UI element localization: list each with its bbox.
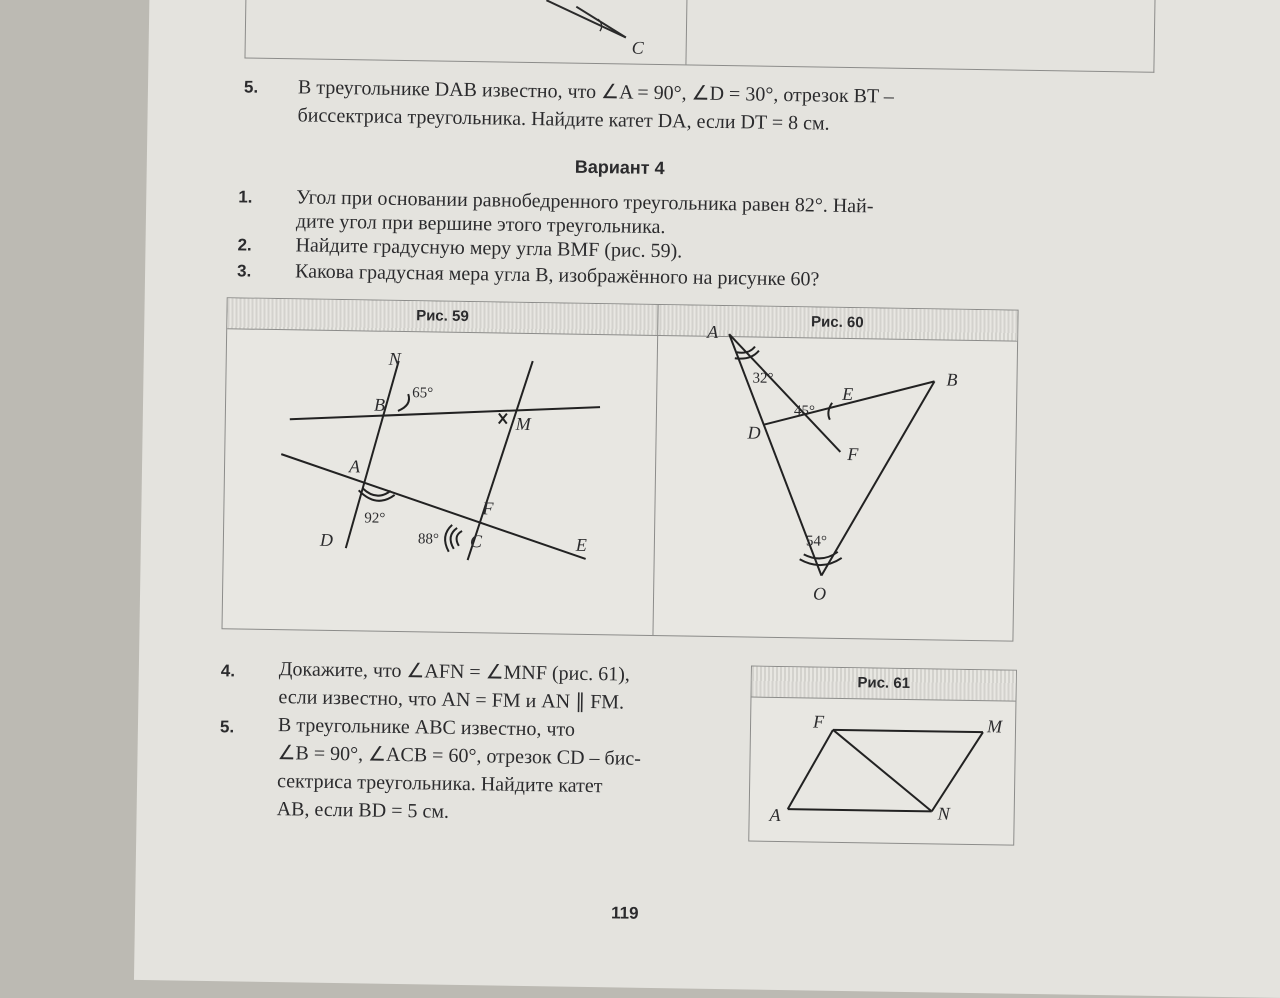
angle-arc-32 (737, 346, 755, 353)
point-label-b: B (373, 394, 386, 415)
angle-label-88: 88° (417, 531, 440, 548)
angle-label-45: 45° (793, 403, 816, 420)
point-label-n: N (937, 803, 950, 824)
point-label-m: M (986, 716, 1003, 737)
point-label-f: F (847, 444, 859, 465)
diagonal-fn (832, 730, 933, 812)
task-text-line: биссектриса треугольника. Найдите катет DA, если DT = 8 см. (297, 104, 830, 135)
task-text-line: сектриса треугольника. Найдите катет (276, 770, 603, 798)
vertex-label-c: C (631, 37, 644, 58)
point-label-d: D (747, 422, 761, 443)
side-af (788, 729, 833, 810)
task-text-line: Найдите градусную меру угла BMF (рис. 59). (295, 234, 683, 263)
point-label-b: B (946, 369, 958, 390)
point-label-c: C (469, 531, 483, 552)
line-bo (821, 380, 934, 578)
task-number: 2. (237, 235, 252, 255)
previous-figure-frame (244, 0, 1155, 73)
task-number: 1. (238, 187, 253, 207)
page-number: 119 (610, 903, 639, 923)
point-label-a: A (348, 456, 361, 477)
point-label-e: E (575, 534, 588, 555)
point-label-o: O (812, 583, 827, 604)
point-label-d: D (319, 529, 334, 550)
figures-59-60-frame (221, 297, 1018, 641)
task-text-line: Угол при основании равнобедренного треугольника равен 82°. Най- (296, 186, 874, 218)
task-text-line: В треугольнике ABC известно, что (277, 714, 576, 741)
figure-line (546, 0, 627, 37)
fig61-diagram (749, 667, 1016, 845)
angle-arc-45 (828, 403, 832, 420)
task-text-line: Какова градусная мера угла B, изображённого на рисунке 60? (294, 260, 820, 291)
point-label-f: F (812, 711, 825, 732)
task-number: 5. (219, 717, 235, 737)
side-an (788, 809, 932, 811)
fig60-diagram (652, 305, 1017, 641)
angle-arc-65 (398, 394, 409, 411)
task-number: 5. (243, 77, 259, 97)
angle-arc-88 (456, 531, 462, 546)
point-label-m: M (515, 413, 531, 435)
figure-61-frame (748, 666, 1017, 846)
point-label-f: F (482, 498, 494, 519)
side-nm (932, 731, 983, 812)
variant-title: Вариант 4 (574, 156, 665, 179)
task-number: 4. (220, 661, 236, 681)
task-text-line: В треугольнике DAB известно, что ∠A = 90°, ∠D = 30°, отрезок BT – (297, 76, 894, 108)
point-label-a: A (769, 804, 781, 826)
line-bm (290, 402, 600, 424)
task-text-line: если известно, что AN = FM и AN ∥ FM. (278, 686, 625, 714)
previous-figure (245, 0, 686, 64)
fig60-title: Рис. 60 (810, 313, 864, 332)
task-text-line: дите угол при вершине этого треугольника. (295, 210, 666, 239)
angle-label-65: 65° (412, 385, 434, 402)
point-label-a: A (707, 321, 719, 342)
side-fm (833, 730, 983, 732)
fig59-title: Рис. 59 (416, 307, 469, 326)
textbook-page (134, 0, 1280, 998)
task-text-line: ∠B = 90°, ∠ACB = 60°, отрезок CD – бис- (277, 742, 642, 770)
task-number: 3. (236, 261, 252, 281)
angle-label-92: 92° (364, 510, 386, 527)
angle-label-54: 54° (805, 533, 828, 550)
angle-label-32: 32° (752, 370, 774, 387)
point-label-n: N (388, 348, 401, 369)
task-text-line: Докажите, что ∠AFN = ∠MNF (рис. 61), (278, 658, 631, 686)
fig61-title: Рис. 61 (751, 667, 1015, 702)
fig59-diagram (223, 298, 658, 635)
task-text-line: AB, если BD = 5 см. (276, 798, 450, 823)
point-label-e: E (842, 383, 854, 405)
